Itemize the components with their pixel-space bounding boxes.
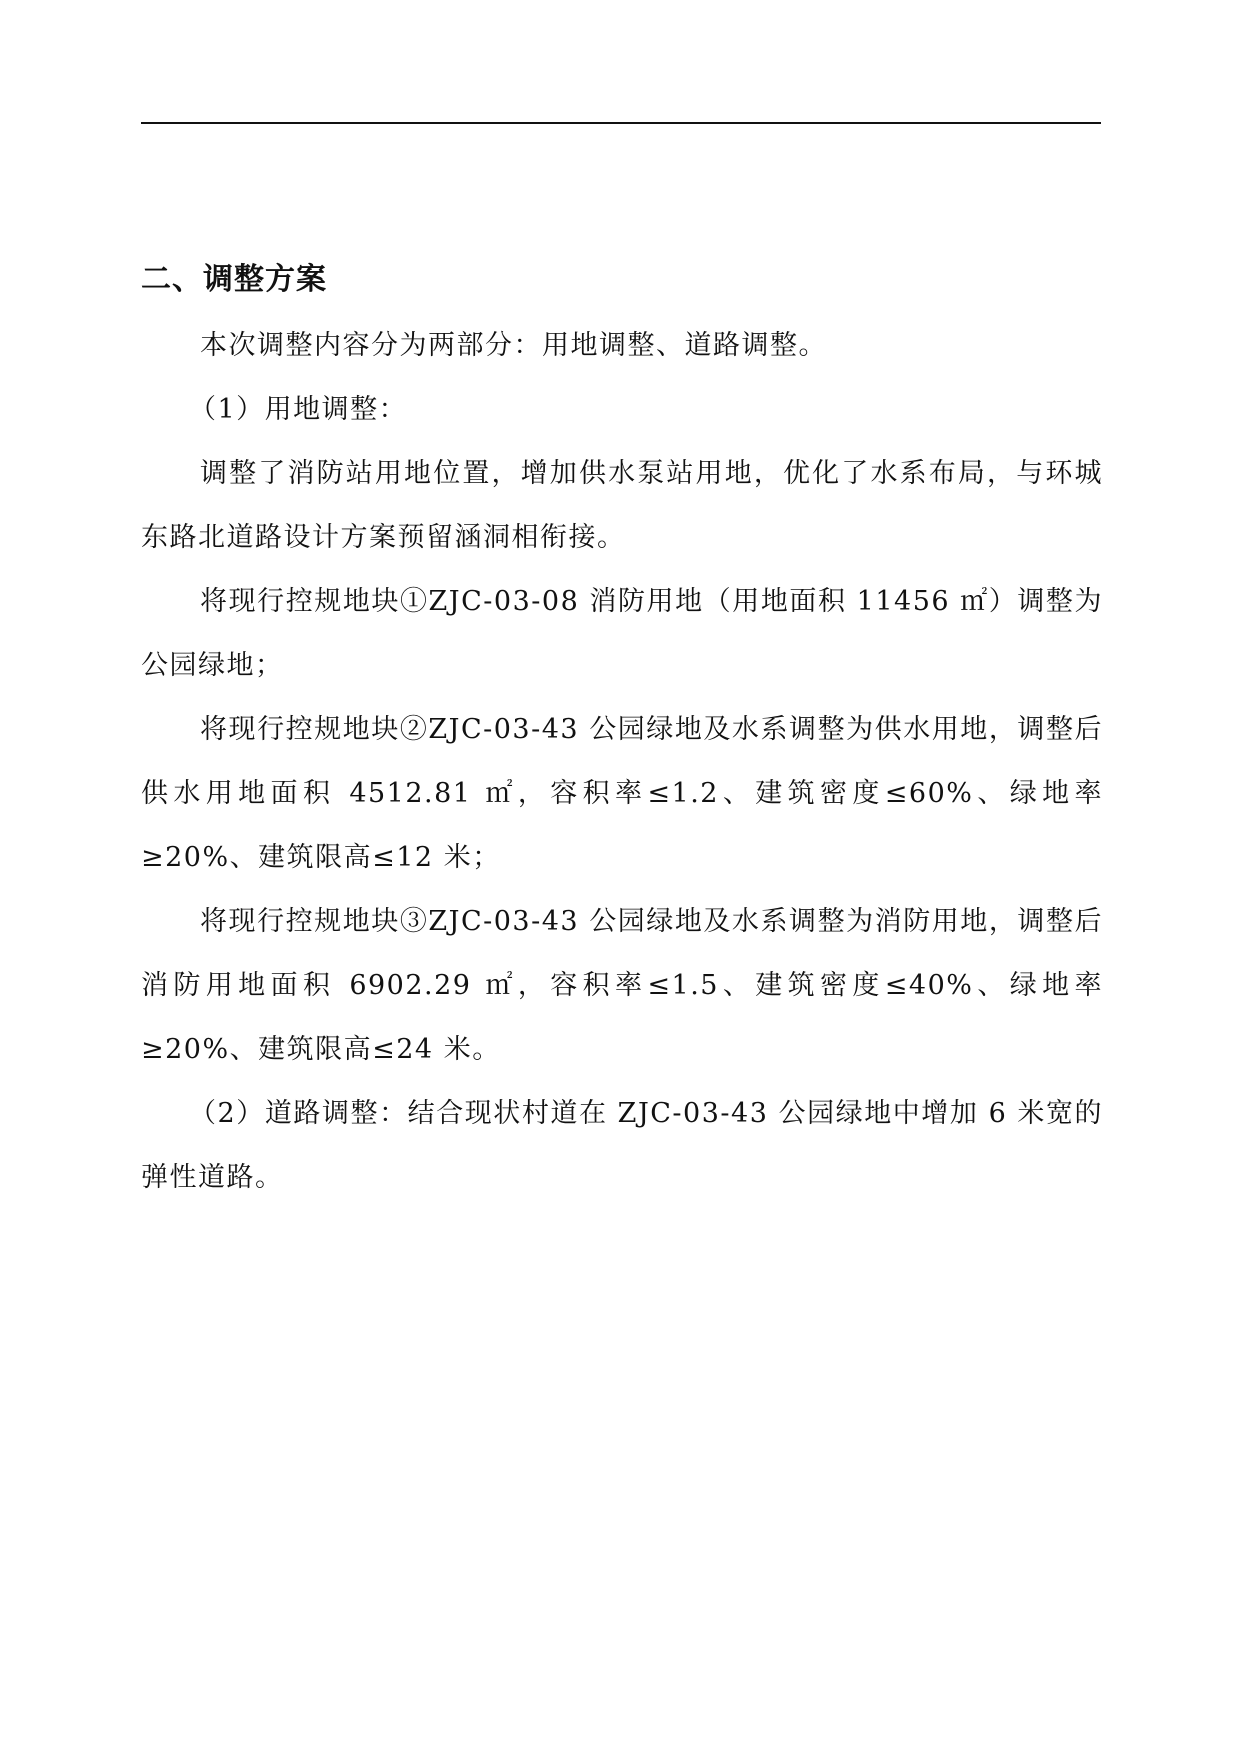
paragraph-road-adjustment: （2）道路调整：结合现状村道在 ZJC-03-43 公园绿地中增加 6 米宽的弹性道路。 bbox=[141, 1098, 1103, 1193]
header-rule bbox=[141, 122, 1101, 124]
paragraph-plot-3: 将现行控规地块③ZJC-03-43 公园绿地及水系调整为消防用地，调整后消防用地面积 6902.29 ㎡，容积率≤1.5、建筑密度≤40%、绿地率≥20%、建筑限高≤24 米。 bbox=[141, 906, 1103, 1065]
paragraph-land-adjustment-title: （1）用地调整： bbox=[189, 394, 408, 425]
paragraph-plot-1: 将现行控规地块①ZJC-03-08 消防用地（用地面积 11456 ㎡）调整为公园绿地； bbox=[141, 586, 1103, 681]
paragraph-intro: 本次调整内容分为两部分：用地调整、道路调整。 bbox=[200, 330, 827, 361]
paragraph-land-adjustment-summary: 调整了消防站用地位置，增加供水泵站用地，优化了水系布局，与环城东路北道路设计方案预留涵洞相衔接。 bbox=[141, 458, 1103, 553]
paragraph-plot-2: 将现行控规地块②ZJC-03-43 公园绿地及水系调整为供水用地，调整后供水用地面积 4512.81 ㎡，容积率≤1.2、建筑密度≤60%、绿地率≥20%、建筑限高≤12 米； bbox=[141, 714, 1103, 873]
section-heading: 二、调整方案 bbox=[141, 262, 327, 297]
